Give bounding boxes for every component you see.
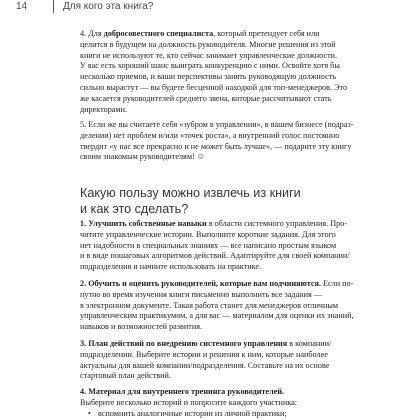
benefit-1-line bbox=[80, 219, 348, 230]
page-number: 14 bbox=[16, 1, 28, 12]
item-4-line bbox=[80, 94, 340, 105]
text-run: книги не используют те, кто сейчас занимает управленческие должности. bbox=[80, 50, 338, 60]
benefit-4-line bbox=[80, 387, 340, 398]
text-run: навыков и возможностей развития. bbox=[80, 322, 203, 332]
benefit-2-line bbox=[80, 301, 340, 312]
section-heading-line: и как это сделать? bbox=[80, 202, 189, 216]
benefit-4-paragraph bbox=[80, 387, 340, 409]
benefit-4-line bbox=[80, 398, 340, 409]
bold-phrase: добросовестного специалиста bbox=[103, 29, 214, 38]
text-run: нет надобности в специальных знаниях — все написано простым языком bbox=[80, 240, 337, 250]
text-run: Если по- bbox=[320, 279, 354, 288]
item-4-line bbox=[80, 40, 340, 51]
section-heading bbox=[80, 185, 340, 217]
text-run: Выберите несколько историй и попросите каждого участника: bbox=[80, 397, 298, 407]
benefit-3-line bbox=[80, 371, 340, 382]
text-run: целится в будущем на должность руководителя. Многие решения из этой bbox=[80, 39, 336, 49]
benefit-1-line bbox=[80, 241, 340, 252]
bullet-icon: • bbox=[88, 409, 91, 418]
text-run: директорами. bbox=[80, 104, 128, 114]
item-4-line bbox=[80, 61, 340, 72]
benefit-3-line bbox=[80, 361, 340, 372]
text-run: У вас есть хороший шанс выиграть конкуренцию с ними. Освойте хотя бы bbox=[80, 61, 340, 71]
text-run: в компании/ bbox=[287, 339, 332, 348]
text-run: , который претендует себя или bbox=[213, 29, 320, 38]
text-run: и в виде пошаговых алгоритмов действий. Адаптируйте для своей компании/ bbox=[80, 251, 350, 261]
text-run: читите управленческие истории. Выполните короткие задания. Для этого bbox=[80, 229, 336, 239]
list-item-text: вспомнить аналогичные истории из личной практики; bbox=[98, 409, 287, 418]
paragraph-item-4 bbox=[80, 29, 348, 115]
bold-phrase: 4. Материал для внутреннего тренинга руководителей. bbox=[80, 387, 285, 396]
text-run: сильно вырастут — вы будете бесценной находкой для топ-менеджеров. Это bbox=[80, 82, 348, 92]
bold-phrase: 3. План действий по внедрению системного управления bbox=[80, 339, 288, 348]
item-4-line bbox=[80, 29, 340, 40]
text-run: актуальны для вашей компании/подразделения. Составьте на их основе bbox=[80, 360, 330, 370]
item-4-line bbox=[80, 51, 340, 62]
benefit-3-line bbox=[80, 339, 340, 350]
bullet-list bbox=[88, 409, 348, 420]
item-5-line: своим знакомым руководителям! ☺ bbox=[80, 152, 206, 162]
text-run: несколько приемов, и ваши перспективы занять руководящую должность bbox=[80, 72, 336, 82]
benefit-1-line bbox=[80, 251, 350, 262]
text-run: в области системного управления. Про- bbox=[206, 219, 348, 228]
benefit-2-line bbox=[80, 290, 340, 301]
benefit-3-paragraph bbox=[80, 339, 340, 382]
item-4-line bbox=[80, 72, 340, 83]
text-run: подразделении. Выберите истории и решения к ним, которые наиболее bbox=[80, 349, 328, 359]
list-item bbox=[88, 409, 348, 420]
benefit-1-line bbox=[80, 230, 340, 241]
benefit-2-paragraph bbox=[80, 279, 354, 333]
header-divider bbox=[53, 0, 54, 13]
bold-phrase: 2. Обучить и оценить руководителей, которые вам подчиняются. bbox=[80, 279, 321, 288]
text-run: путно во время изучения книги письменно выполнить все задания — bbox=[80, 289, 322, 299]
text-run: в электронном документе. Такая работа станет для менеджеров отличным bbox=[80, 300, 339, 310]
item-4-line bbox=[80, 82, 348, 94]
item-5-line: делении) нет проблем и/или «точек роста», а внутренний голос постоянно bbox=[80, 130, 340, 140]
text-run: стартовый план действий. bbox=[80, 371, 171, 381]
bold-phrase: 1. Улучшить собственные навыки bbox=[80, 219, 207, 228]
benefit-2-line bbox=[80, 311, 354, 322]
running-title: Для кого эта книга? bbox=[63, 1, 154, 12]
benefit-2-line bbox=[80, 322, 340, 333]
text-run: управленческим практикумом, а для вас — материалом для оценки их знаний, bbox=[80, 311, 354, 321]
benefit-3-line bbox=[80, 350, 340, 361]
benefit-2-line bbox=[80, 279, 354, 290]
paragraph-item-5 bbox=[80, 120, 354, 163]
text-run: же касается руководителей среднего звена, которые рассчитывают стать bbox=[80, 93, 332, 103]
item-5-line: 5. Если же вы считаете себя «зубром в управлении», в вашем бизнесе (подраз- bbox=[80, 120, 354, 129]
item-4-line bbox=[80, 105, 340, 116]
text-run: 4. Для bbox=[80, 29, 104, 38]
text-run: подразделения и начните использовать на практике. bbox=[80, 262, 262, 272]
item-5-line: твердит «у нас все прекрасно и не может быть лучше», — подарите эту книгу bbox=[80, 141, 352, 151]
section-heading-line: Какую пользу можно извлечь из книги bbox=[80, 186, 301, 200]
benefit-1-line bbox=[80, 262, 340, 273]
benefit-1-paragraph bbox=[80, 219, 350, 273]
